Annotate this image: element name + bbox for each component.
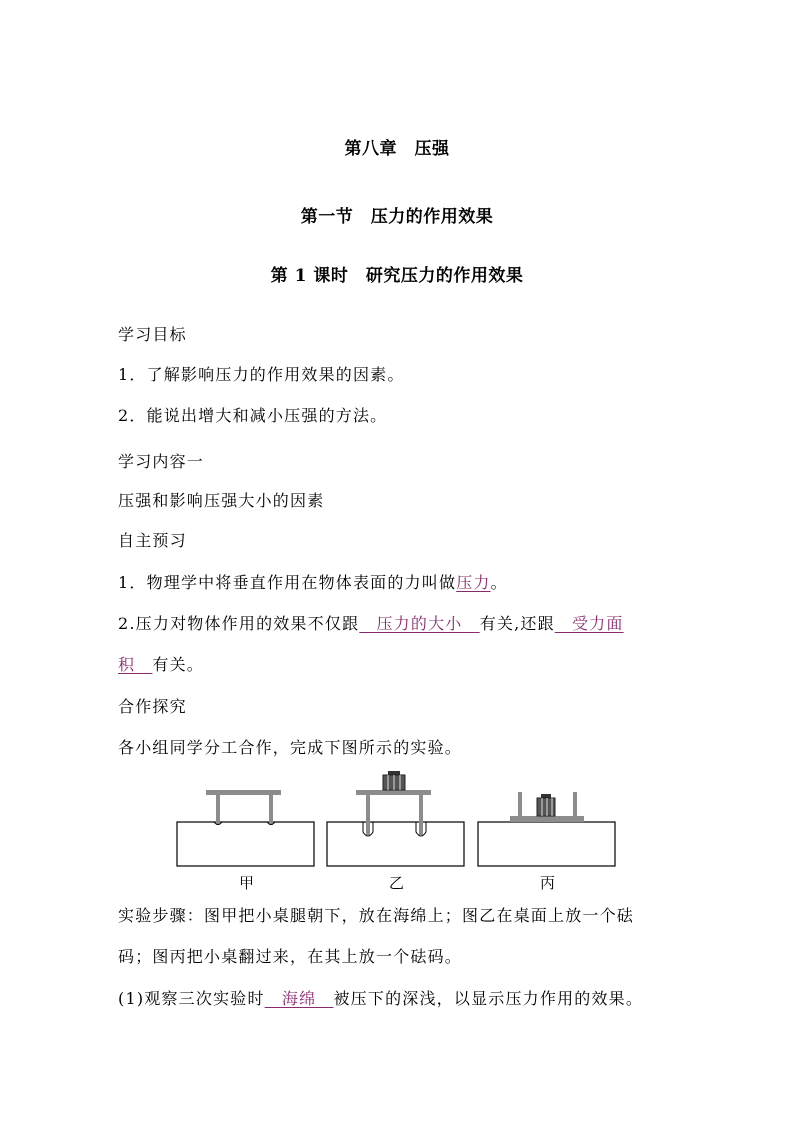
leg-bing-left — [518, 792, 522, 816]
leg-jia-right — [269, 795, 273, 825]
goal-item-1: 1．了解影响压力的作用效果的因素。 — [118, 365, 405, 384]
q2-suffix: 有关。 — [152, 655, 205, 674]
setup-jia — [177, 790, 314, 866]
leg-bing-right — [573, 792, 577, 816]
steps-q1-answer: 海绵 — [264, 989, 334, 1008]
setup-bing — [478, 792, 615, 866]
experiment-figure — [176, 760, 618, 892]
leg-yi-left — [366, 795, 370, 835]
lesson-title: 第 1 课时 研究压力的作用效果 — [270, 266, 524, 286]
steps-q1-suffix: 被压下的深浅，以显示压力作用的效果。 — [333, 989, 644, 1008]
q1-answer: 压力 — [456, 573, 491, 592]
steps-q1-prefix: (1)观察三次实验时 — [118, 989, 265, 1008]
preview-question-2 — [118, 611, 624, 634]
chapter-title: 第八章 压强 — [344, 139, 450, 159]
content-title: 学习内容一 — [118, 452, 205, 471]
q2-answer-2a: 受力面 — [554, 614, 624, 633]
preview-question-2-cont — [118, 652, 204, 675]
experiment-diagram — [176, 760, 618, 872]
q1-prefix: 1．物理学中将垂直作用在物体表面的力叫做 — [118, 573, 457, 592]
preview-question-1 — [118, 570, 508, 593]
sponge-bing — [478, 822, 615, 866]
section-title: 第一节 压力的作用效果 — [300, 207, 494, 227]
cooperate-intro: 各小组同学分工合作，完成下图所示的实验。 — [118, 738, 463, 757]
goal-item-2: 2．能说出增大和减小压强的方法。 — [118, 406, 388, 425]
tabletop-yi — [356, 790, 431, 795]
q2-answer-2b: 积 — [118, 655, 153, 674]
q2-prefix: 2.压力对物体作用的效果不仅跟 — [118, 614, 360, 633]
leg-jia-left — [216, 795, 220, 825]
caption-bing: 丙 — [540, 874, 556, 892]
preview-title: 自主预习 — [118, 531, 187, 550]
caption-jia: 甲 — [239, 874, 255, 892]
steps-question-1 — [118, 986, 643, 1009]
tabletop-jia — [206, 790, 281, 795]
steps-line-2: 码；图丙把小桌翻过来，在其上放一个砝码。 — [118, 947, 463, 966]
weight-knob-bing — [541, 794, 551, 798]
leg-yi-right — [419, 795, 423, 835]
sponge-yi — [327, 822, 464, 866]
tabletop-bing — [510, 816, 584, 822]
weight-knob-yi — [388, 771, 400, 775]
caption-yi: 乙 — [389, 874, 405, 892]
q2-answer-1: 压力的大小 — [359, 614, 480, 633]
content-topic: 压强和影响压强大小的因素 — [118, 491, 325, 510]
q2-mid: 有关,还跟 — [479, 614, 555, 633]
steps-line-1: 实验步骤：图甲把小桌腿朝下，放在海绵上；图乙在桌面上放一个砝 — [118, 906, 635, 925]
q1-suffix: 。 — [490, 573, 508, 592]
cooperate-title: 合作探究 — [118, 697, 187, 716]
setup-yi — [327, 771, 464, 866]
goals-title: 学习目标 — [118, 325, 187, 344]
sponge-jia — [177, 822, 314, 866]
